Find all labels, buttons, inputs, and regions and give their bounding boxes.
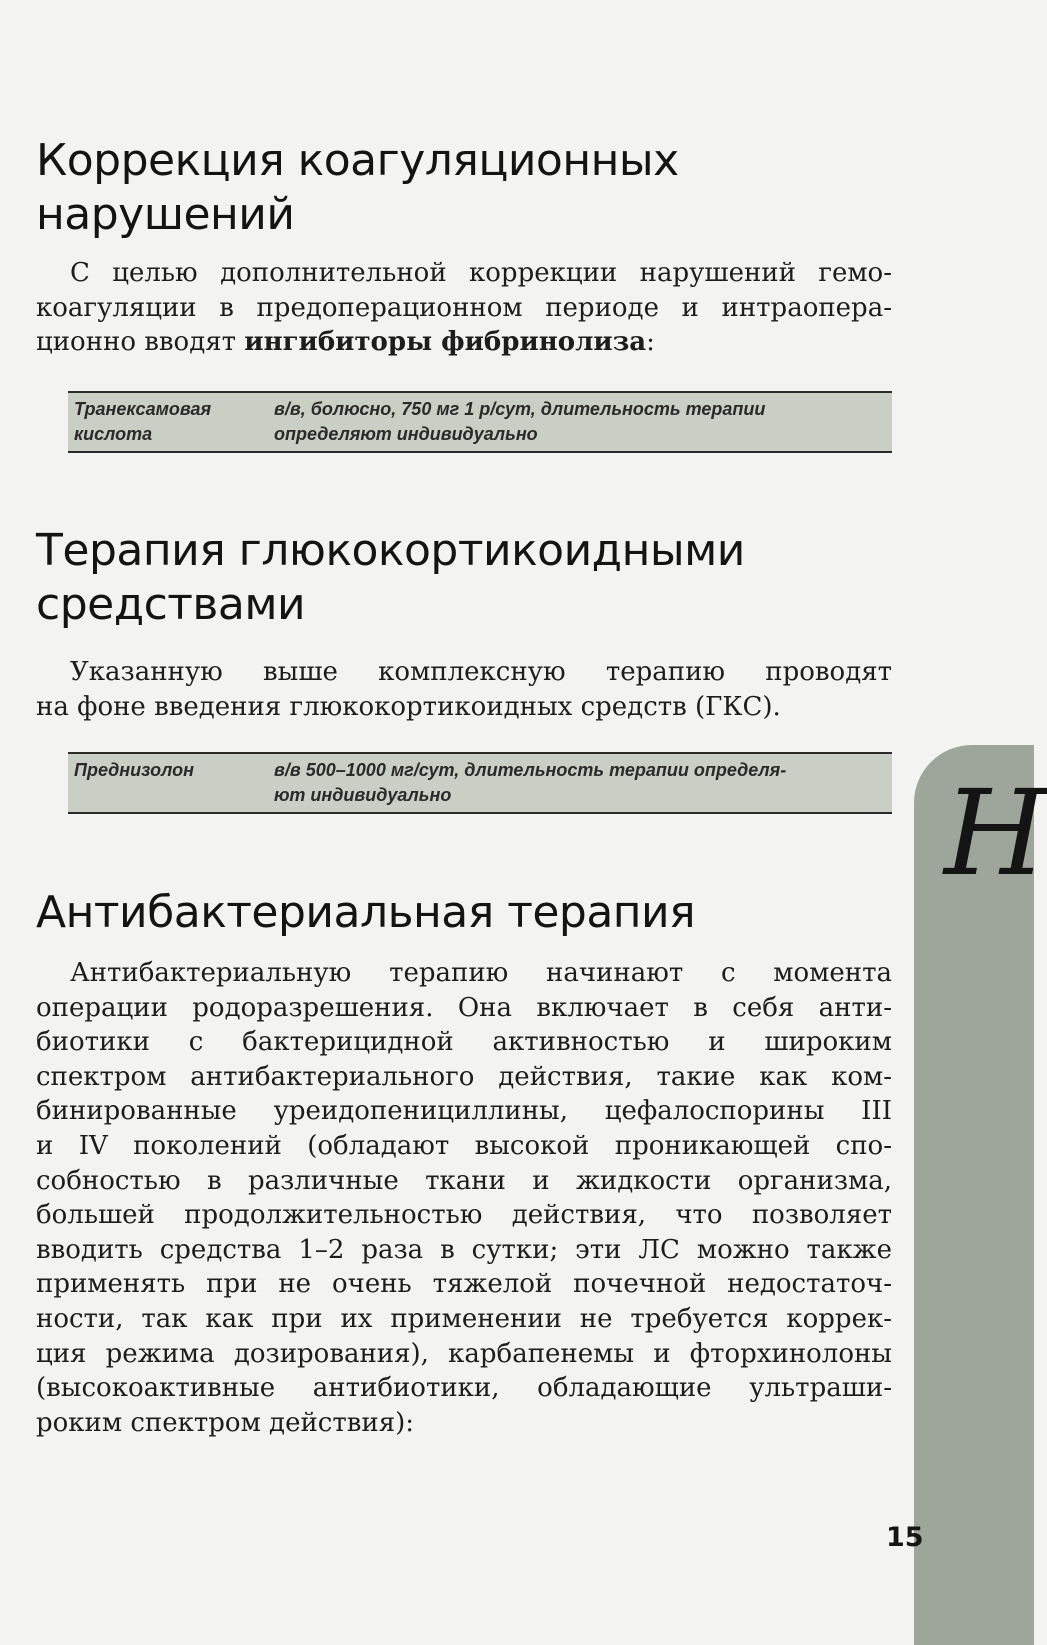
heading-line: Антибактериальная терапия	[36, 887, 696, 938]
heading-line: Коррекция коагуляционных	[36, 135, 679, 186]
paragraph-antibacterial	[36, 956, 892, 1440]
drug-dosage-line: в/в, болюсно, 750 мг 1 р/сут, длительность терапии	[274, 399, 766, 419]
drug-name-line: Транексамовая	[74, 399, 212, 419]
drug-name	[74, 758, 274, 808]
paragraph-line: вводить средства 1–2 раза в сутки; эти ЛС можно также	[36, 1234, 892, 1265]
page-number: 15	[886, 1522, 924, 1553]
paragraph-line: операции родоразрешения. Она включает в себя анти-	[36, 992, 892, 1023]
drug-row	[68, 754, 892, 812]
section-heading-antibacterial	[36, 886, 695, 940]
paragraph-line: собностью в различные ткани и жидкости организма,	[36, 1165, 892, 1196]
heading-line: нарушений	[36, 189, 295, 240]
drug-dosage-line: определяют индивидуально	[274, 424, 538, 444]
paragraph-line: ности, так как при их применении не требуется коррек-	[36, 1303, 892, 1334]
drug-dosage-line: ют индивидуально	[274, 785, 452, 805]
paragraph-line: коагуляции в предоперационном периоде и интраопера-	[36, 292, 892, 323]
paragraph-text: :	[646, 327, 655, 358]
paragraph-text: ционно вводят	[36, 327, 245, 358]
paragraph-line: биотики с бактерицидной активностью и широким	[36, 1027, 892, 1058]
paragraph-line: на фоне введения глюкокортикоидных средств (ГКС).	[36, 691, 781, 722]
heading-line: средствами	[36, 579, 306, 630]
paragraph-line: роким спектром действия):	[36, 1407, 415, 1438]
paragraph-line: спектром антибактериального действия, такие как ком-	[36, 1061, 892, 1092]
paragraph-coagulation	[36, 256, 892, 360]
paragraph-line: Антибактериальную терапию начинают с момента	[70, 958, 892, 988]
paragraph-line: и IV поколений (обладают высокой проникающей спо-	[36, 1130, 892, 1161]
paragraph-line: С целью дополнительной коррекции нарушений гемо-	[70, 258, 892, 288]
paragraph-glucocorticoid	[36, 655, 892, 724]
drug-row	[68, 393, 892, 451]
heading-line: Терапия глюкокортикоидными	[36, 525, 745, 576]
paragraph-line: большей продолжительностью действия, что позволяет	[36, 1200, 892, 1231]
section-heading-glucocorticoid	[36, 524, 745, 632]
drug-name-line: Преднизолон	[74, 760, 194, 780]
drug-table-tranexamic	[68, 391, 892, 453]
chapter-tab-letter: Н	[944, 764, 1047, 902]
drug-dosage	[274, 397, 888, 447]
bold-term: ингибиторы фибринолиза	[244, 327, 647, 358]
drug-name	[74, 397, 274, 447]
section-heading-coagulation	[36, 134, 679, 242]
drug-name-line: кислота	[74, 424, 153, 444]
drug-dosage-line: в/в 500–1000 мг/сут, длительность терапии определя-	[274, 760, 787, 780]
drug-table-prednisolone	[68, 752, 892, 814]
paragraph-line: Указанную выше комплексную терапию проводят	[70, 657, 892, 687]
paragraph-line: бинированные уреидопенициллины, цефалоспорины III	[36, 1096, 892, 1127]
drug-dosage	[274, 758, 888, 808]
paragraph-line: ция режима дозирования), карбапенемы и фторхинолоны	[36, 1338, 892, 1369]
paragraph-line: применять при не очень тяжелой почечной недостаточ-	[36, 1269, 892, 1300]
paragraph-line	[36, 325, 892, 360]
paragraph-line: (высокоактивные антибиотики, обладающие ультраши-	[36, 1373, 892, 1404]
